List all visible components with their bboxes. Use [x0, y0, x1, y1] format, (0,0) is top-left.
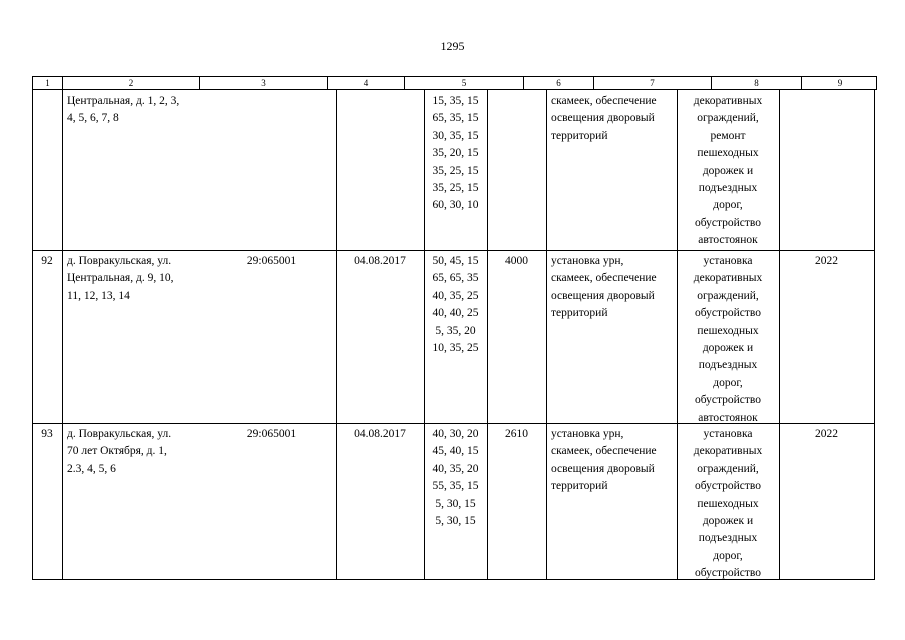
table-rule: [546, 90, 547, 580]
page-number: 1295: [440, 39, 465, 53]
table-rule: [336, 90, 337, 580]
header-col-8: 8: [712, 77, 802, 89]
table-cell-area: 2610: [505, 428, 528, 440]
table-cell-cadastral: 29:065001: [246, 255, 297, 267]
header-col-5: 5: [405, 77, 524, 89]
table-cell-area: 4000: [505, 255, 528, 267]
table-cell-address: Центральная, д. 1, 2, 3, 4, 5, 6, 7, 8: [67, 95, 180, 125]
table-cell-works-continued: установка декоративных ограждений, обустройство пешеходных дорожек и подъездных дорог, обустройство: [693, 428, 763, 580]
table-header-row: [32, 76, 877, 90]
table-rule: [32, 90, 33, 580]
table-cell-address: д. Повракульская, ул. 70 лет Октября, д. 1, 2.3, 4, 5, 6: [67, 428, 172, 475]
header-col-9: 9: [837, 78, 843, 88]
table-rule: [487, 90, 488, 580]
table-cell-year: 2022: [815, 255, 838, 267]
header-col-2: 2: [63, 77, 200, 89]
header-col-6: 6: [524, 77, 594, 89]
table-rule: [62, 90, 63, 580]
table-cell-date: 04.08.2017: [354, 428, 406, 440]
table-rule: [32, 250, 875, 251]
table-cell-cadastral: 29:065001: [246, 428, 297, 440]
table-body: [32, 90, 875, 580]
header-col-4: 4: [328, 77, 405, 89]
table-cell-sizes: 40, 30, 20 45, 40, 15 40, 35, 20 55, 35, 15 5, 30, 15 5, 30, 15: [432, 428, 479, 528]
table-cell-sizes: 50, 45, 15 65, 65, 35 40, 35, 25 40, 40, 25 5, 35, 20 10, 35, 25: [432, 255, 479, 355]
table-cell-works: скамеек, обеспечение освещения дворовый территорий: [551, 95, 657, 142]
table-cell-number: 92: [41, 255, 53, 267]
table-cell-works: установка урн, скамеек, обеспечение освещения дворовый территорий: [551, 428, 657, 493]
table-cell-works: установка урн, скамеек, обеспечение освещения дворовый территорий: [551, 255, 657, 320]
table-cell-date: 04.08.2017: [354, 255, 406, 267]
table-cell-sizes: 15, 35, 15 65, 35, 15 30, 35, 15 35, 20, 15 35, 25, 15 35, 25, 15 60, 30, 10: [432, 95, 479, 212]
table-cell-works-continued: установка декоративных ограждений, обустройство пешеходных дорожек и подъездных дорог, обустройство автостоянок: [693, 255, 763, 424]
table-cell-address: д. Повракульская, ул. Центральная, д. 9, 10, 11, 12, 13, 14: [67, 255, 174, 302]
header-col-1: 1: [33, 77, 63, 89]
header-col-7: 7: [594, 77, 712, 89]
table-rule: [874, 90, 875, 580]
table-rule: [779, 90, 780, 580]
table-cell-year: 2022: [815, 428, 838, 440]
header-col-3: 3: [200, 77, 328, 89]
table-cell-works-continued: декоративных ограждений, ремонт пешеходных дорожек и подъездных дорог, обустройство автостоянок: [693, 95, 763, 247]
table-cell-number: 93: [41, 428, 53, 440]
